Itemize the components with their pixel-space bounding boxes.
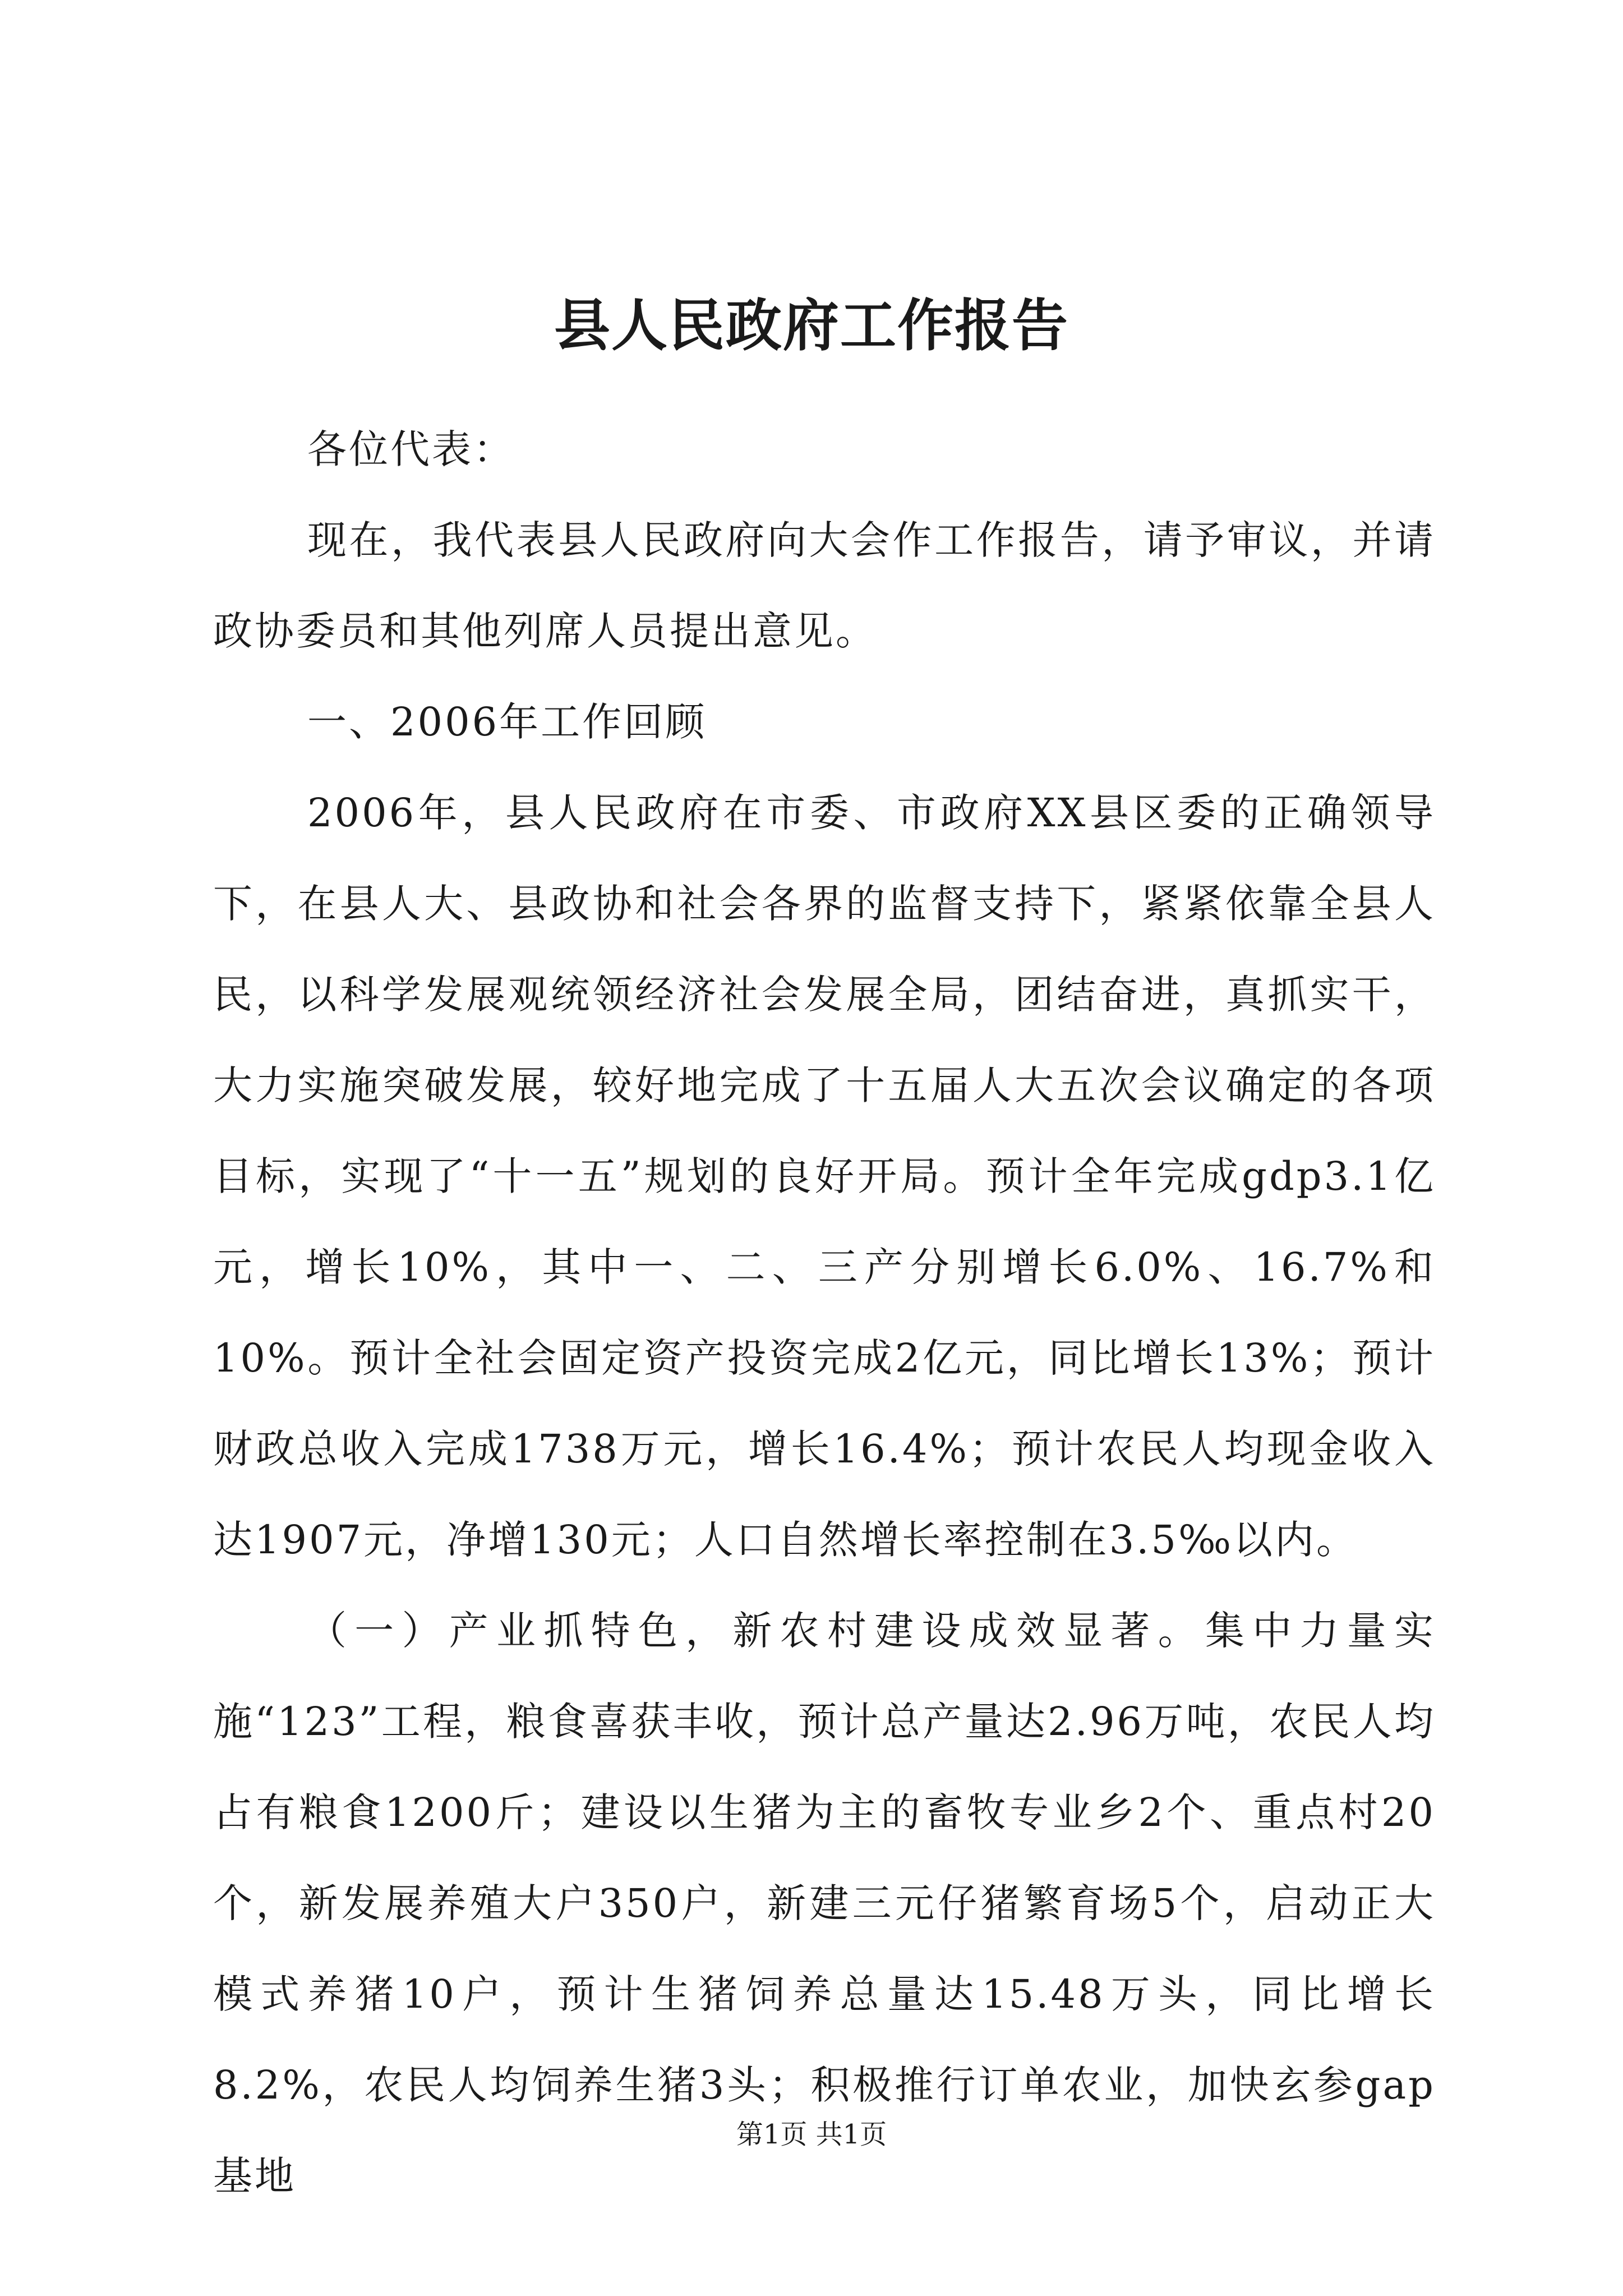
- section-heading: 一、2006年工作回顾: [307, 699, 707, 745]
- salutation-paragraph: 各位代表：: [307, 426, 515, 472]
- document-body: [213, 404, 1436, 2221]
- review-paragraph: 2006年，县人民政府在市委、市政府XX县区委的正确领导下，在县人大、县政协和社会各界的监督支持下，紧紧依靠全县人民，以科学发展观统领经济社会发展全局，团结奋进，真抓实干，大力实施突破发展，较好地完成了十五届人大五次会议确定的各项目标，实现了“十一五”规划的良好开局。预计全年完成gdp3.1亿元，增长10%，其中一、二、三产分别增长6.0%、16.7%和10%。预计全社会固定资产投资完成2亿元，同比增长13%；预计财政总收入完成1738万元，增长16.4%；预计农民人均现金收入达1907元，净增130元；人口自然增长率控制在3.5‰以内。: [213, 790, 1436, 1563]
- page-footer: 第1页 共1页: [736, 2119, 887, 2150]
- document-title: 县人民政府工作报告: [554, 292, 1069, 358]
- industry-paragraph: （一）产业抓特色，新农村建设成效显著。集中力量实施“123”工程，粮食喜获丰收，预计总产量达2.96万吨，农民人均占有粮食1200斤；建设以生猪为主的畜牧专业乡2个、重点村20个，新发展养殖大户350户，新建三元仔猪繁育场5个，启动正大模式养猪10户，预计生猪饲养总量达15.48万头，同比增长8.2%，农民人均饲养生猪3头；积极推行订单农业，加快玄参gap基地: [213, 1608, 1436, 2199]
- intro-paragraph: 现在，我代表县人民政府向大会作工作报告，请予审议，并请政协委员和其他列席人员提出意见。: [213, 517, 1436, 654]
